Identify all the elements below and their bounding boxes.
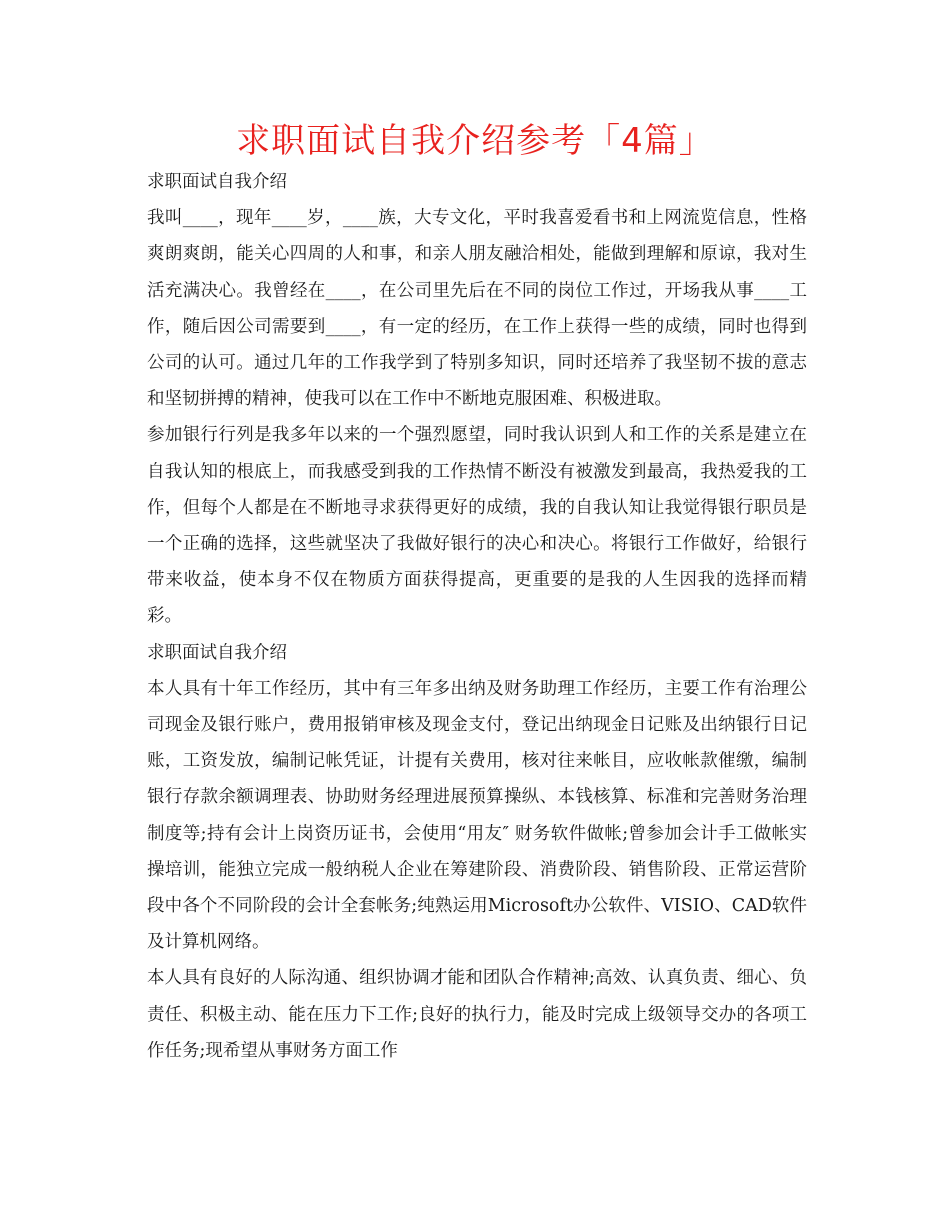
paragraph: 参加银行行列是我多年以来的一个强烈愿望，同时我认识到人和工作的关系是建立在自我认知的根底上，而我感受到我的工作热情不断没有被激发到最高，我热爱我的工作，但每个人都是在不断地寻求获得更好的成绩，我的自我认知让我觉得银行职员是一个正确的选择，这些就坚决了我做好银行的决心和决心。将银行工作做好，给银行带来收益，使本身不仅在物质方面获得提高，更重要的是我的人生因我的选择而精彩。 bbox=[147, 425, 807, 627]
document-body bbox=[147, 164, 807, 1069]
paragraph: 我叫____，现年____岁，____族，大专文化，平时我喜爱看书和上网流览信息，性格爽朗爽朗，能关心四周的人和事，和亲人朋友融洽相处，能做到理解和原谅，我对生活充满决心。我曾经在____，在公司里先后在不同的岗位工作过，开场我从事____工作，随后因公司需要到____，有一定的经历，在工作上获得一些的成绩，同时也得到公司的认可。通过几年的工作我学到了特别多知识，同时还培养了我坚韧不拔的意志和坚韧拼搏的精神，使我可以在工作中不断地克服困难、积极进取。 bbox=[147, 208, 807, 410]
section-heading: 求职面试自我介绍 bbox=[147, 172, 287, 192]
paragraph: 本人具有良好的人际沟通、组织协调才能和团队合作精神;高效、认真负责、细心、负责任、积极主动、能在压力下工作;良好的执行力，能及时完成上级领导交办的各项工作任务;现希望从事财务方面工作 bbox=[147, 968, 807, 1061]
document-title: 求职面试自我介绍参考「4篇」 bbox=[236, 121, 714, 161]
paragraph: 本人具有十年工作经历，其中有三年多出纳及财务助理工作经历，主要工作有治理公司现金及银行账户，费用报销审核及现金支付，登记出纳现金日记账及出纳银行日记账，工资发放，编制记帐凭证，计提有关费用，核对往来帐目，应收帐款催缴，编制银行存款余额调理表、协助财务经理进展预算操纵、本钱核算、标准和完善财务治理制度等;持有会计上岗资历证书，会使用“用友″ 财务软件做帐;曾参加会计手工做帐实操培训，能独立完成一般纳税人企业在筹建阶段、消费阶段、销售阶段、正常运营阶段中各个不同阶段的会计全套帐务;纯熟运用Microsoft办公软件、VISIO、CAD软件及计算机网络。 bbox=[147, 678, 807, 953]
section-heading: 求职面试自我介绍 bbox=[147, 642, 287, 663]
